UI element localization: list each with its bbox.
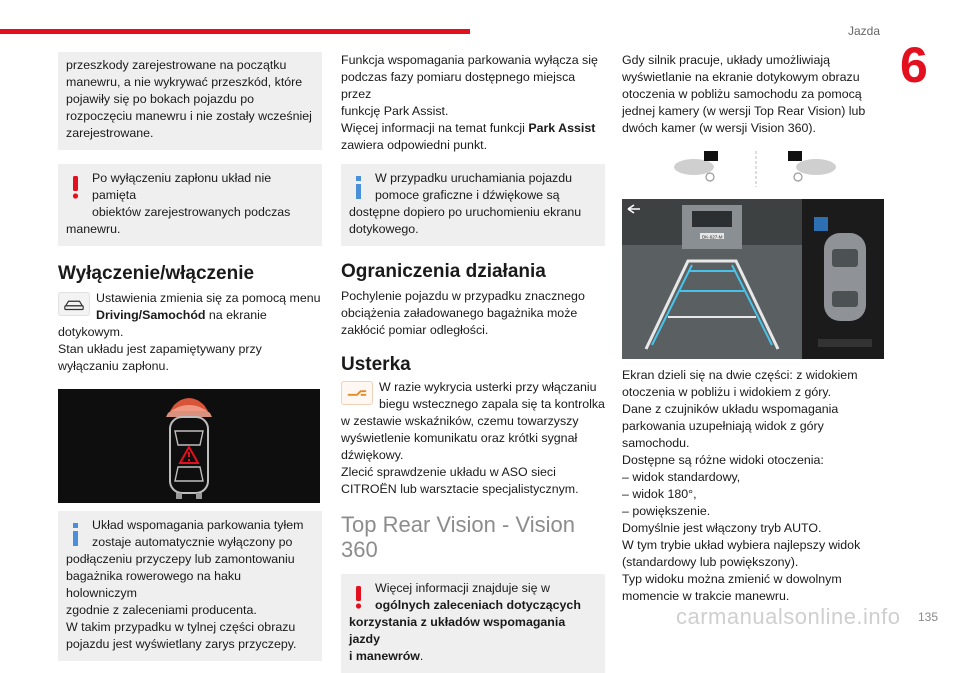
- heading-top-rear-vision: [341, 512, 605, 562]
- info-line: podłączeniu przyczepy lub zamontowaniu: [66, 552, 295, 566]
- info-line: dotykowego.: [349, 222, 419, 236]
- screen-paragraph: [622, 367, 884, 605]
- text-line: Domyślnie jest włączony tryb AUTO.: [622, 521, 822, 535]
- fault-wrench-icon: [341, 381, 373, 405]
- warning-line: korzystania z układów wspomagania jazdy: [349, 615, 566, 646]
- warning-line: ogólnych zaleceniach dotyczących: [375, 598, 581, 612]
- text-line: jednej kamery (w wersji Top Rear Vision) lub: [622, 104, 866, 118]
- section-title: Jazda: [848, 24, 881, 38]
- info-line: zostaje automatycznie wyłączony po: [92, 535, 293, 549]
- text-line: Ekran dzieli się na dwie części: z widokiem: [622, 368, 858, 382]
- intro-line: zarejestrowane.: [66, 126, 154, 140]
- warning-exclamation-icon: [66, 174, 86, 200]
- park-assist-paragraph: [341, 52, 605, 154]
- chapter-number: 6: [900, 37, 928, 93]
- rear-sensor-figure: [58, 389, 320, 503]
- plate-text: DK-627-M: [702, 234, 723, 240]
- text-line: dwóch kamer (w wersji Vision 360).: [622, 121, 816, 135]
- fault-line: W razie wykrycia usterki przy włączaniu: [379, 380, 597, 394]
- warning-punct: .: [419, 649, 424, 663]
- info-note: [58, 511, 322, 661]
- text-line: Więcej informacji na temat funkcji: [341, 121, 529, 135]
- cameras-paragraph: [622, 52, 884, 137]
- warning-line: Po wyłączeniu zapłonu układ nie pamięta: [92, 171, 272, 202]
- warning-line: i manewrów: [349, 649, 420, 663]
- settings-paragraph: [58, 290, 322, 375]
- column-1: [58, 52, 322, 661]
- park-assist-name: Park Assist: [528, 121, 596, 135]
- text-line: Dostępne są różne widoki otoczenia:: [622, 453, 824, 467]
- info-line: zgodnie z zaleceniami producenta.: [66, 603, 257, 617]
- info-line: W przypadku uruchamiania pojazdu: [375, 171, 572, 185]
- text-line: – widok standardowy,: [622, 470, 741, 484]
- fault-line: Zlecić sprawdzenie układu w ASO sieci: [341, 465, 556, 479]
- intro-line: przeszkody zarejestrowane na początku: [66, 58, 287, 72]
- warning-exclamation-icon: [349, 584, 369, 610]
- camera-location-figure: [622, 147, 884, 191]
- limitations-paragraph: [341, 288, 605, 339]
- text-line: – powiększenie.: [622, 504, 711, 518]
- settings-line: Ustawienia zmienia się za pomocą menu: [96, 291, 321, 305]
- rear-camera-view: [622, 199, 884, 359]
- text-line: – widok 180°,: [622, 487, 697, 501]
- heading-on-off: Wyłączenie/włączenie: [58, 263, 255, 284]
- warning-line: manewru.: [66, 222, 121, 236]
- text-line: (standardowy lub powiększony).: [622, 555, 799, 569]
- text-line: funkcję Park Assist.: [341, 104, 449, 118]
- menu-icon: [58, 292, 90, 316]
- text-line: Funkcja wspomagania parkowania wyłącza się: [341, 53, 598, 67]
- settings-line: Stan układu jest zapamiętywany przy wyłączaniu zapłonu.: [58, 342, 262, 373]
- fault-line: biegu wstecznego zapala się ta kontrolka: [379, 397, 605, 411]
- text-line: Pochylenie pojazdu w przypadku znacznego: [341, 289, 585, 303]
- info-icon: [349, 174, 369, 200]
- warning-note: [58, 164, 322, 246]
- settings-line: na ekranie: [205, 308, 267, 322]
- info-icon: [66, 521, 86, 547]
- text-line: W tym trybie układ wybiera najlepszy widok: [622, 538, 861, 552]
- heading-fault: Usterka: [341, 354, 411, 375]
- info-line: pomoce graficzne i dźwiękowe są: [375, 188, 560, 202]
- camera-icon: [622, 147, 884, 191]
- top-accent-bar: [0, 29, 470, 34]
- text-line: Gdy silnik pracuje, układy umożliwiają: [622, 53, 830, 67]
- text-line: otoczenia w pobliżu samochodu za pomocą: [622, 87, 862, 101]
- heading-limitations: Ograniczenia działania: [341, 261, 546, 282]
- fault-line: dźwiękowy.: [341, 448, 404, 462]
- text-line: Typ widoku można zmienić w dowolnym: [622, 572, 842, 586]
- info-line: W takim przypadku w tylnej części obrazu: [66, 620, 296, 634]
- text-line: samochodu.: [622, 436, 690, 450]
- text-line: obciążenia załadowanego bagażnika może: [341, 306, 578, 320]
- text-line: otoczenia w pobliżu i widokiem z góry.: [622, 385, 832, 399]
- watermark: carmanualsonline.info: [676, 604, 901, 629]
- heading-line: Top Rear Vision - Vision: [341, 512, 575, 537]
- intro-line: rozpoczęciu manewru i nie zostały wcześniej: [66, 109, 312, 123]
- text-line: parkowania uzupełniają widok z góry: [622, 419, 824, 433]
- warning-line: obiektów zarejestrowanych podczas: [92, 205, 291, 219]
- info-line: pojazdu jest wyświetlany zarys przyczepy.: [66, 637, 297, 651]
- rear-camera-screen: [622, 199, 884, 359]
- info-line: bagażnika rowerowego na haku holowniczym: [66, 569, 241, 600]
- text-line: momencie w trakcie manewru.: [622, 589, 790, 603]
- settings-menu-name: Driving/Samochód: [96, 308, 206, 322]
- fault-line: wyświetlenie komunikatu oraz krótki sygnał: [341, 431, 578, 445]
- text-line: Dane z czujników układu wspomagania: [622, 402, 839, 416]
- fault-line: CITROËN lub warsztacie specjalistycznym.: [341, 482, 579, 496]
- warning-note: [341, 574, 605, 673]
- intro-line: pojawiły się po bokach pojazdu po: [66, 92, 255, 106]
- info-line: Układ wspomagania parkowania tyłem: [92, 518, 304, 532]
- text-line: zakłócić pomiar odległości.: [341, 323, 489, 337]
- fault-paragraph: [341, 379, 605, 498]
- text-line: podczas fazy pomiaru dostępnego miejsca przez: [341, 70, 576, 101]
- heading-line: 360: [341, 537, 378, 562]
- fault-line: w zestawie wskaźników, czemu towarzyszy: [341, 414, 579, 428]
- text-line: zawiera odpowiedni punkt.: [341, 138, 488, 152]
- warning-line: Więcej informacji znajduje się w: [375, 581, 550, 595]
- info-note: [341, 164, 605, 246]
- page-number: 135: [918, 610, 939, 624]
- info-line: dostępne dopiero po uruchomieniu ekranu: [349, 205, 582, 219]
- intro-box: [58, 52, 322, 150]
- column-3: [622, 52, 884, 605]
- intro-line: manewru, a nie wykrywać przeszkód, które: [66, 75, 303, 89]
- column-2: [341, 52, 605, 673]
- text-line: wyświetlanie na ekranie dotykowym obrazu: [622, 70, 860, 84]
- settings-line: dotykowym.: [58, 325, 124, 339]
- rear-sensor-illustration: [58, 389, 320, 503]
